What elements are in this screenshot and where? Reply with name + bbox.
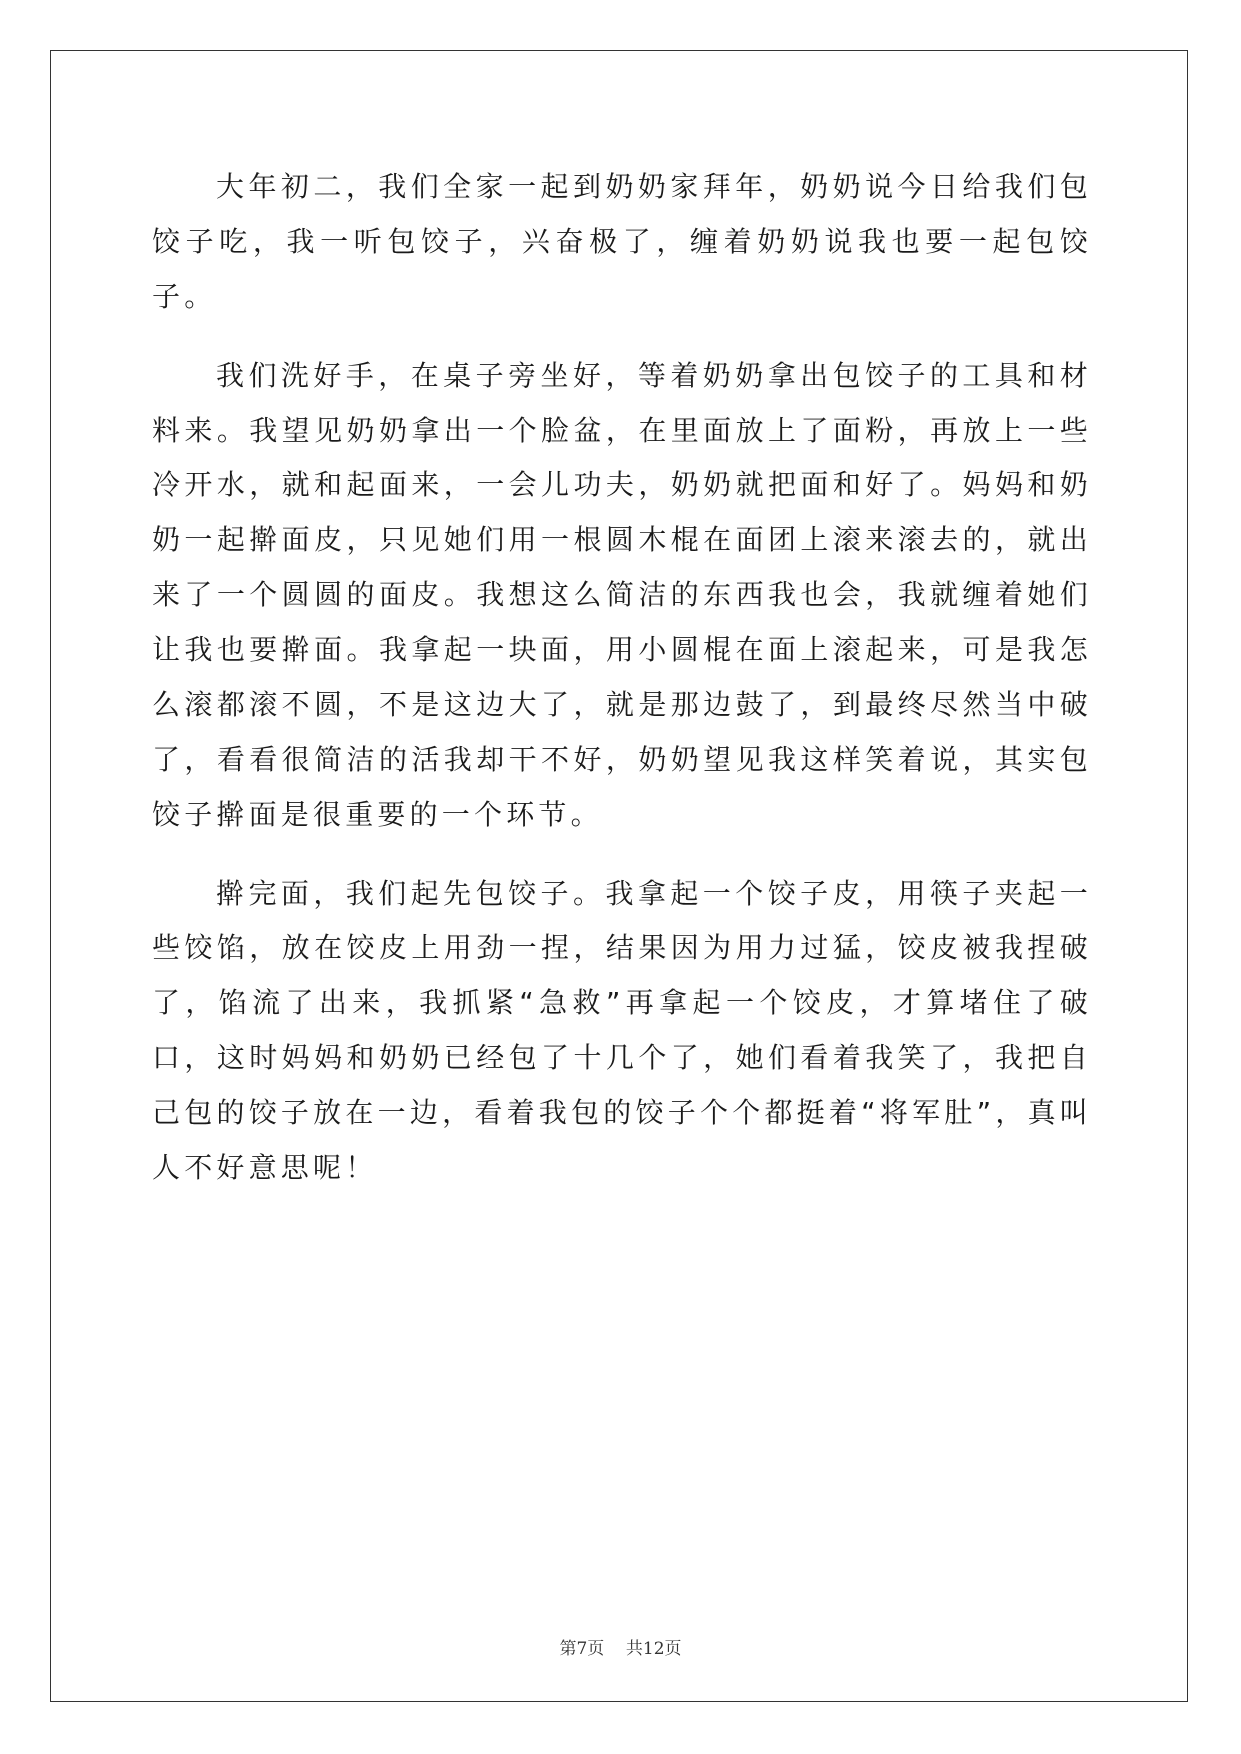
document-body: [152, 160, 1092, 1220]
paragraph-2: 我们洗好手，在桌子旁坐好，等着奶奶拿出包饺子的工具和材料来。我望见奶奶拿出一个脸盆，在里面放上了面粉，再放上一些冷开水，就和起面来，一会儿功夫，奶奶就把面和好了。妈妈和奶奶一起擀面皮，只见她们用一根圆木棍在面团上滚来滚去的，就出来了一个圆圆的面皮。我想这么简洁的东西我也会，我就缠着她们让我也要擀面。我拿起一块面，用小圆棍在面上滚起来，可是我怎么滚都滚不圆，不是这边大了，就是那边鼓了，到最终尽然当中破了，看看很简洁的活我却干不好，奶奶望见我这样笑着说，其实包饺子擀面是很重要的一个环节。: [152, 358, 1092, 831]
page-number-label: 第7页 共12页: [559, 1639, 682, 1659]
paragraph-1: 大年初二，我们全家一起到奶奶家拜年，奶奶说今日给我们包饺子吃，我一听包饺子，兴奋极了，缠着奶奶说我也要一起包饺子。: [152, 170, 1092, 313]
page-number-footer: [0, 1634, 1241, 1659]
paragraph-3: 擀完面，我们起先包饺子。我拿起一个饺子皮，用筷子夹起一些饺馅，放在饺皮上用劲一捏，结果因为用力过猛，饺皮被我捏破了，馅流了出来，我抓紧“急救”再拿起一个饺皮，才算堵住了破口，这时妈妈和奶奶已经包了十几个了，她们看着我笑了，我把自己包的饺子放在一边，看着我包的饺子个个都挺着“将军肚”，真叫人不好意思呢！: [152, 876, 1092, 1184]
